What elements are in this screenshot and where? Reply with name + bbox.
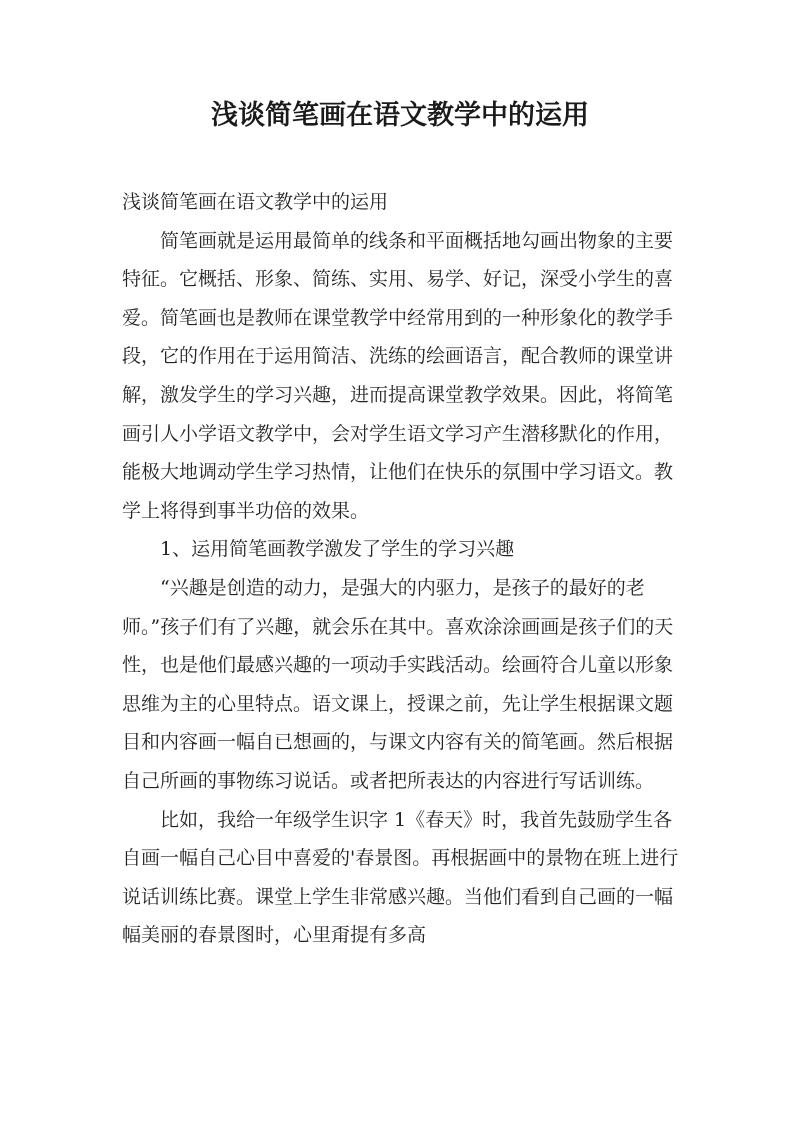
document-subtitle: 浅谈简笔画在语文教学中的运用 — [122, 191, 389, 213]
document-title: 浅谈简笔画在语文教学中的运用 — [211, 100, 589, 131]
document-body — [122, 183, 688, 955]
section-heading: 1、运用简笔画教学激发了学生的学习兴趣 — [160, 538, 515, 561]
paragraph-example: 比如，我给一年级学生识字 1《春天》时，我首先鼓励学生各自画一幅自己心目中喜爱的'春景图。再根据画中的景物在班上进行说话训练比赛。课堂上学生非常感兴趣。当他们看到自己画的一幅幅美丽的春景图时，心里甭提有多高 — [122, 808, 679, 947]
paragraph-interest: “兴趣是创造的动力，是强大的内驱力，是孩子的最好的老师。”孩子们有了兴趣，就会乐在其中。喜欢涂涂画画是孩子们的天性，也是他们最感兴趣的一项动手实践活动。绘画符合儿童以形象思维为主的心里特点。语文课上，授课之前，先让学生根据课文题目和内容画一幅自已想画的，与课文内容有关的简笔画。然后根据自己所画的事物练习说话。或者把所表达的内容进行写话训练。 — [122, 576, 674, 792]
paragraph-intro: 简笔画就是运用最简单的线条和平面概括地勾画出物象的主要特征。它概括、形象、简练、实用、易学、好记，深受小学生的喜爱。简笔画也是教师在课堂教学中经常用到的一种形象化的教学手段，它的作用在于运用简洁、洗练的绘画语言，配合教师的课堂讲解，激发学生的学习兴趣，进而提高课堂教学效果。因此，将简笔画引人小学语文教学中，会对学生语文学习产生潜移默化的作用，能极大地调动学生学习热情，让他们在快乐的氛围中学习语文。教学上将得到事半功倍的效果。 — [122, 229, 674, 522]
